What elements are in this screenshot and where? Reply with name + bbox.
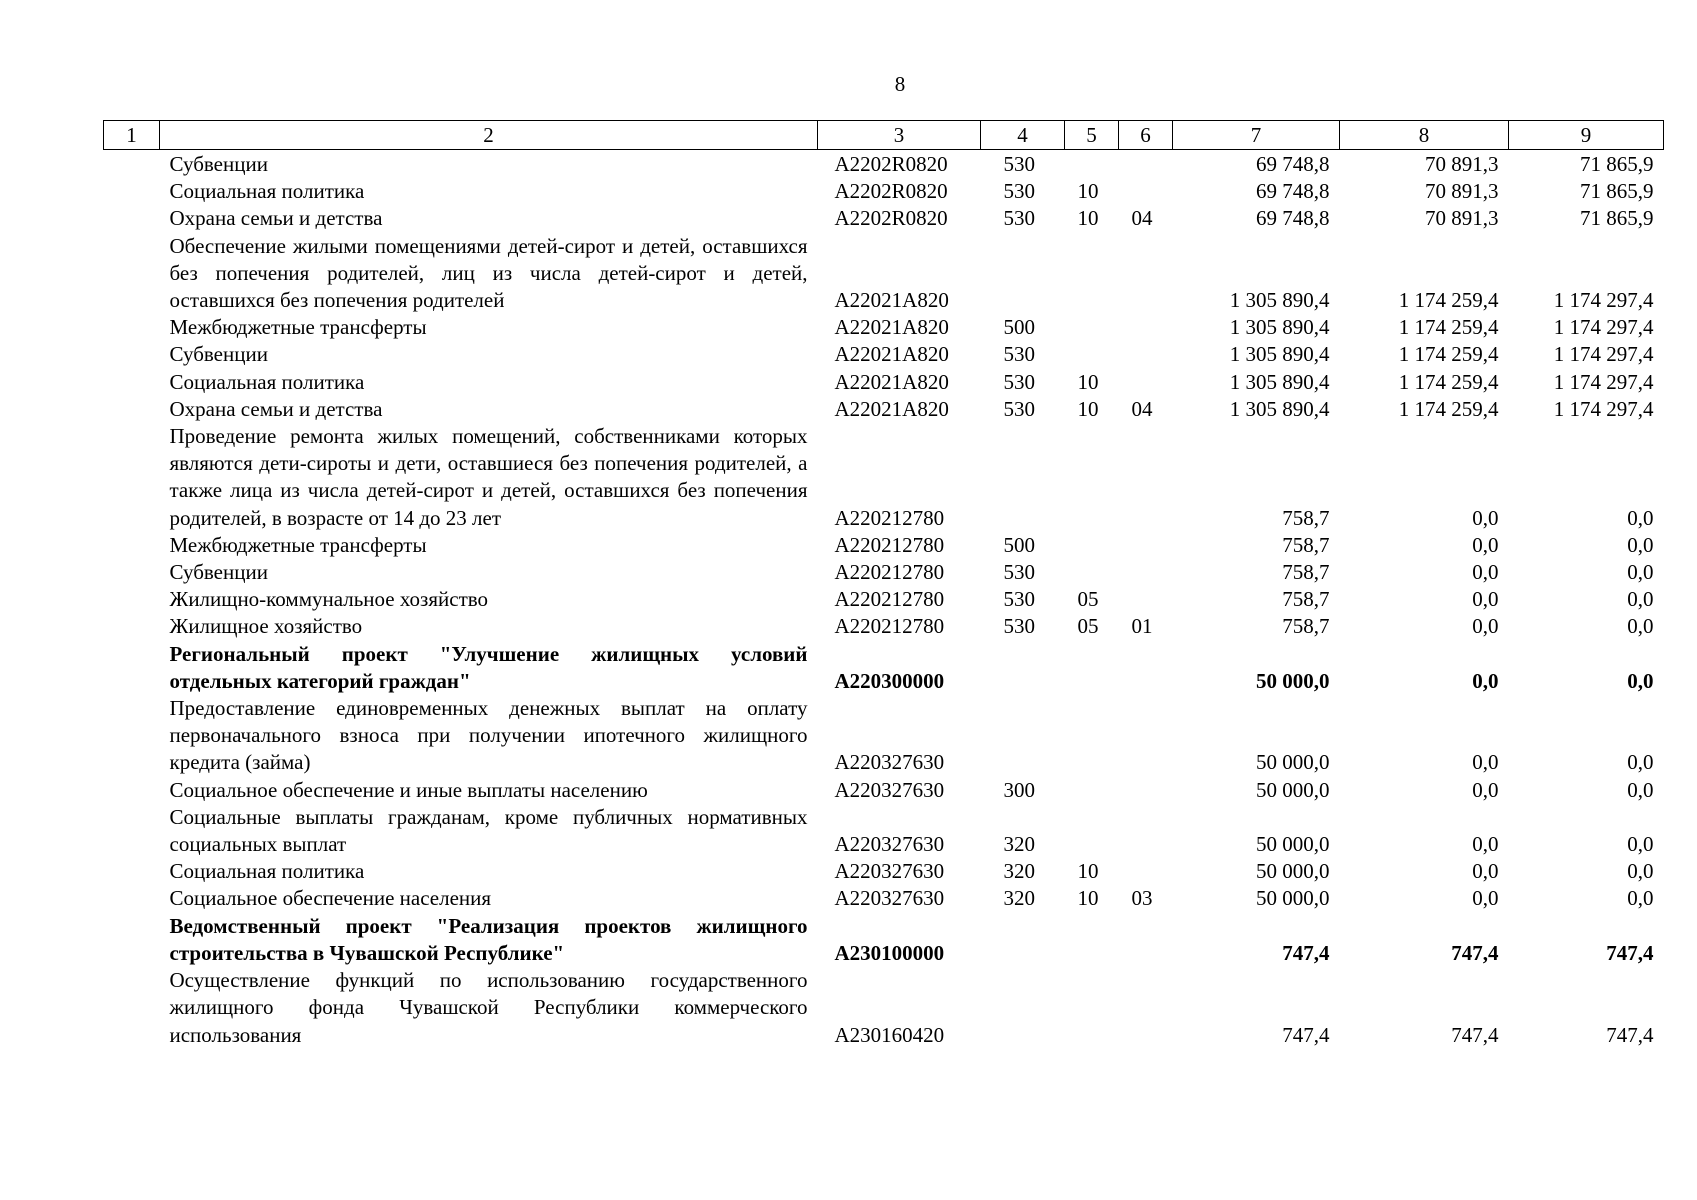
column-header: 5 <box>1065 121 1119 150</box>
expense-type: 530 <box>1003 369 1035 394</box>
amount-col-8: 0,0 <box>1472 859 1499 884</box>
section: 10 <box>1077 396 1099 421</box>
column-header: 6 <box>1119 121 1173 150</box>
amount-col-8: 0,0 <box>1472 668 1499 693</box>
amount-col-8: 0,0 <box>1472 777 1499 802</box>
col-1-cell <box>104 178 160 205</box>
target-code: А2202R0820 <box>834 179 948 204</box>
section <box>1065 804 1119 858</box>
target-code: А22021А820 <box>834 369 949 394</box>
subsection <box>1119 967 1173 1049</box>
table-row <box>104 396 1664 423</box>
table-header <box>104 121 1664 150</box>
amount-col-7: 50 000,0 <box>1256 668 1330 693</box>
table-row <box>104 341 1664 368</box>
target-code: А22021А820 <box>834 342 949 367</box>
table-row <box>104 586 1664 613</box>
col-1-cell <box>104 369 160 396</box>
subsection <box>1119 913 1173 967</box>
column-header: 9 <box>1509 121 1664 150</box>
subsection <box>1119 586 1173 613</box>
subsection: 01 <box>1131 614 1153 639</box>
amount-col-8: 1 174 259,4 <box>1398 369 1499 394</box>
subsection: 04 <box>1131 206 1153 231</box>
amount-col-9: 1 174 297,4 <box>1553 369 1654 394</box>
amount-col-8: 0,0 <box>1472 832 1499 857</box>
target-code: А230100000 <box>834 940 945 965</box>
amount-col-7: 50 000,0 <box>1256 886 1330 911</box>
table-row <box>104 559 1664 586</box>
amount-col-7: 1 305 890,4 <box>1229 315 1330 340</box>
expense-type <box>981 913 1065 967</box>
budget-table <box>103 120 1664 1049</box>
col-1-cell <box>104 559 160 586</box>
item-name: Проведение ремонта жилых помещений, собственниками которых являются дети-сироты и дети, оставшиеся без попечения родителей, а также лица из числа детей-сирот и детей, оставшихся без попечения родителей, в возрасте от 14 до 23 лет <box>169 424 808 530</box>
table-row <box>104 641 1664 695</box>
amount-col-8: 0,0 <box>1472 886 1499 911</box>
amount-col-8: 0,0 <box>1472 614 1499 639</box>
expense-type: 530 <box>1003 614 1035 639</box>
amount-col-8: 0,0 <box>1472 587 1499 612</box>
item-name: Субвенции <box>169 560 268 585</box>
col-1-cell <box>104 341 160 368</box>
target-code: А220212780 <box>834 614 945 639</box>
subsection <box>1119 559 1173 586</box>
subsection <box>1119 150 1173 179</box>
amount-col-7: 1 305 890,4 <box>1229 396 1330 421</box>
subsection <box>1119 178 1173 205</box>
table-row <box>104 178 1664 205</box>
section <box>1065 150 1119 179</box>
table-row <box>104 777 1664 804</box>
subsection: 04 <box>1131 396 1153 421</box>
expense-type <box>981 641 1065 695</box>
target-code: А230160420 <box>834 1022 945 1047</box>
item-name: Жилищно-коммунальное хозяйство <box>169 587 489 612</box>
amount-col-8: 0,0 <box>1472 750 1499 775</box>
amount-col-9: 0,0 <box>1627 505 1654 530</box>
expense-type: 500 <box>1003 532 1035 557</box>
subsection <box>1119 777 1173 804</box>
target-code: А22021А820 <box>834 315 949 340</box>
amount-col-9: 0,0 <box>1627 886 1654 911</box>
column-header: 1 <box>104 121 160 150</box>
expense-type: 530 <box>1003 206 1035 231</box>
target-code: А2202R0820 <box>834 206 948 231</box>
amount-col-9: 1 174 297,4 <box>1553 396 1654 421</box>
table-row <box>104 150 1664 179</box>
table-row <box>104 858 1664 885</box>
expense-type: 530 <box>1003 342 1035 367</box>
subsection <box>1119 532 1173 559</box>
target-code: А220327630 <box>834 859 945 884</box>
amount-col-7: 758,7 <box>1282 587 1330 612</box>
section <box>1065 913 1119 967</box>
item-name: Социальное обеспечение населения <box>169 886 492 911</box>
section <box>1065 559 1119 586</box>
expense-type <box>981 423 1065 532</box>
amount-col-8: 70 891,3 <box>1425 179 1499 204</box>
item-name: Жилищное хозяйство <box>169 614 363 639</box>
amount-col-7: 69 748,8 <box>1256 206 1330 231</box>
amount-col-9: 71 865,9 <box>1580 179 1654 204</box>
section <box>1065 641 1119 695</box>
col-1-cell <box>104 314 160 341</box>
section: 05 <box>1077 587 1099 612</box>
expense-type: 300 <box>1003 777 1035 802</box>
amount-col-9: 0,0 <box>1627 587 1654 612</box>
amount-col-7: 1 305 890,4 <box>1229 369 1330 394</box>
col-1-cell <box>104 858 160 885</box>
amount-col-8: 0,0 <box>1472 505 1499 530</box>
table-row <box>104 532 1664 559</box>
col-1-cell <box>104 777 160 804</box>
amount-col-8: 747,4 <box>1451 940 1499 965</box>
subsection <box>1119 341 1173 368</box>
column-header: 8 <box>1340 121 1509 150</box>
target-code: А220327630 <box>834 777 945 802</box>
target-code: А220327630 <box>834 886 945 911</box>
target-code: А220300000 <box>834 668 945 693</box>
section: 05 <box>1077 614 1099 639</box>
col-1-cell <box>104 423 160 532</box>
item-name: Предоставление единовременных денежных выплат на оплату первоначального взноса при получении ипотечного жилищного кредита (займа) <box>169 696 808 775</box>
item-name: Региональный проект "Улучшение жилищных условий отдельных категорий граждан" <box>169 641 808 693</box>
amount-col-7: 758,7 <box>1282 614 1330 639</box>
amount-col-9: 1 174 297,4 <box>1553 315 1654 340</box>
amount-col-7: 69 748,8 <box>1256 152 1330 176</box>
target-code: А22021А820 <box>834 396 949 421</box>
amount-col-7: 1 305 890,4 <box>1229 288 1330 313</box>
amount-col-9: 0,0 <box>1627 560 1654 585</box>
section <box>1065 341 1119 368</box>
amount-col-7: 50 000,0 <box>1256 832 1330 857</box>
amount-col-8: 1 174 259,4 <box>1398 396 1499 421</box>
item-name: Субвенции <box>169 152 268 176</box>
expense-type <box>981 233 1065 315</box>
expense-type: 530 <box>1003 560 1035 585</box>
amount-col-9: 71 865,9 <box>1580 152 1654 176</box>
subsection <box>1119 233 1173 315</box>
item-name: Субвенции <box>169 342 268 367</box>
table-row <box>104 695 1664 777</box>
item-name: Социальные выплаты гражданам, кроме публичных нормативных социальных выплат <box>169 804 808 857</box>
col-1-cell <box>104 532 160 559</box>
section: 10 <box>1077 179 1099 204</box>
item-name: Охрана семьи и детства <box>169 206 383 231</box>
target-code: А220212780 <box>834 587 945 612</box>
item-name: Охрана семьи и детства <box>169 396 383 421</box>
col-1-cell <box>104 967 160 1049</box>
amount-col-8: 0,0 <box>1472 560 1499 585</box>
section <box>1065 695 1119 777</box>
section <box>1065 967 1119 1049</box>
amount-col-7: 50 000,0 <box>1256 777 1330 802</box>
amount-col-9: 1 174 297,4 <box>1553 288 1654 313</box>
amount-col-9: 71 865,9 <box>1580 206 1654 231</box>
amount-col-7: 758,7 <box>1282 560 1330 585</box>
target-code: А220212780 <box>834 505 945 530</box>
col-1-cell <box>104 885 160 912</box>
col-1-cell <box>104 641 160 695</box>
section <box>1065 233 1119 315</box>
expense-type: 530 <box>1003 587 1035 612</box>
table-row <box>104 804 1664 858</box>
target-code: А220327630 <box>834 832 945 857</box>
col-1-cell <box>104 205 160 232</box>
expense-type: 530 <box>1003 179 1035 204</box>
amount-col-7: 747,4 <box>1282 1022 1330 1047</box>
section <box>1065 314 1119 341</box>
table-row <box>104 613 1664 640</box>
amount-col-9: 1 174 297,4 <box>1553 342 1654 367</box>
table-body <box>104 150 1664 1049</box>
subsection <box>1119 695 1173 777</box>
amount-col-9: 0,0 <box>1627 750 1654 775</box>
amount-col-7: 69 748,8 <box>1256 179 1330 204</box>
expense-type: 320 <box>1003 886 1035 911</box>
col-1-cell <box>104 695 160 777</box>
table-row <box>104 423 1664 532</box>
expense-type: 500 <box>1003 315 1035 340</box>
expense-type: 530 <box>1003 396 1035 421</box>
table-row <box>104 314 1664 341</box>
table-row <box>104 913 1664 967</box>
target-code: А220212780 <box>834 560 945 585</box>
amount-col-8: 1 174 259,4 <box>1398 288 1499 313</box>
section <box>1065 532 1119 559</box>
subsection <box>1119 369 1173 396</box>
item-name: Социальная политика <box>169 179 365 204</box>
col-1-cell <box>104 586 160 613</box>
amount-col-8: 0,0 <box>1472 532 1499 557</box>
col-1-cell <box>104 233 160 315</box>
amount-col-9: 0,0 <box>1627 777 1654 802</box>
table-row <box>104 369 1664 396</box>
section: 10 <box>1077 206 1099 231</box>
section: 10 <box>1077 886 1099 911</box>
item-name: Межбюджетные трансферты <box>169 315 427 340</box>
subsection <box>1119 641 1173 695</box>
amount-col-8: 747,4 <box>1451 1022 1499 1047</box>
section: 10 <box>1077 859 1099 884</box>
amount-col-7: 50 000,0 <box>1256 859 1330 884</box>
col-1-cell <box>104 613 160 640</box>
target-code: А220327630 <box>834 750 945 775</box>
table-row <box>104 205 1664 232</box>
subsection <box>1119 423 1173 532</box>
column-header: 2 <box>160 121 818 150</box>
amount-col-8: 70 891,3 <box>1425 152 1499 176</box>
target-code: А22021А820 <box>834 288 949 313</box>
amount-col-7: 50 000,0 <box>1256 750 1330 775</box>
subsection: 03 <box>1131 886 1153 911</box>
item-name: Социальная политика <box>169 859 365 884</box>
expense-type: 320 <box>1003 832 1035 857</box>
expense-type: 320 <box>1003 859 1035 884</box>
item-name: Обеспечение жилыми помещениями детей-сирот и детей, оставшихся без попечения родителей, лиц из числа детей-сирот и детей, оставшихся без попечения родителей <box>169 233 808 313</box>
item-name: Социальное обеспечение и иные выплаты населению <box>169 777 648 802</box>
table-row <box>104 967 1664 1049</box>
amount-col-7: 747,4 <box>1282 940 1330 965</box>
section <box>1065 777 1119 804</box>
amount-col-7: 758,7 <box>1282 532 1330 557</box>
amount-col-9: 747,4 <box>1606 1022 1654 1047</box>
expense-type: 530 <box>1003 152 1035 176</box>
col-1-cell <box>104 150 160 179</box>
col-1-cell <box>104 913 160 967</box>
target-code: А2202R0820 <box>834 152 948 176</box>
col-1-cell <box>104 804 160 858</box>
page-number: 8 <box>894 72 906 96</box>
amount-col-7: 758,7 <box>1282 505 1330 530</box>
expense-type <box>981 695 1065 777</box>
target-code: А220212780 <box>834 532 945 557</box>
column-header: 4 <box>981 121 1065 150</box>
amount-col-9: 747,4 <box>1606 940 1654 965</box>
column-header: 7 <box>1173 121 1340 150</box>
section: 10 <box>1077 369 1099 394</box>
amount-col-7: 1 305 890,4 <box>1229 342 1330 367</box>
amount-col-8: 1 174 259,4 <box>1398 315 1499 340</box>
expense-type <box>981 967 1065 1049</box>
item-name: Ведомственный проект "Реализация проектов жилищного строительства в Чувашской Республике" <box>169 913 808 965</box>
amount-col-8: 70 891,3 <box>1425 206 1499 231</box>
amount-col-9: 0,0 <box>1627 859 1654 884</box>
section <box>1065 423 1119 532</box>
item-name: Социальная политика <box>169 369 365 394</box>
subsection <box>1119 858 1173 885</box>
col-1-cell <box>104 396 160 423</box>
subsection <box>1119 804 1173 858</box>
amount-col-8: 1 174 259,4 <box>1398 342 1499 367</box>
column-header: 3 <box>818 121 981 150</box>
amount-col-9: 0,0 <box>1627 532 1654 557</box>
table-row <box>104 885 1664 912</box>
item-name: Осуществление функций по использованию государственного жилищного фонда Чувашской Республики коммерческого использования <box>169 968 808 1047</box>
item-name: Межбюджетные трансферты <box>169 532 427 557</box>
table-row <box>104 233 1664 315</box>
amount-col-9: 0,0 <box>1627 832 1654 857</box>
subsection <box>1119 314 1173 341</box>
amount-col-9: 0,0 <box>1627 614 1654 639</box>
amount-col-9: 0,0 <box>1627 668 1654 693</box>
